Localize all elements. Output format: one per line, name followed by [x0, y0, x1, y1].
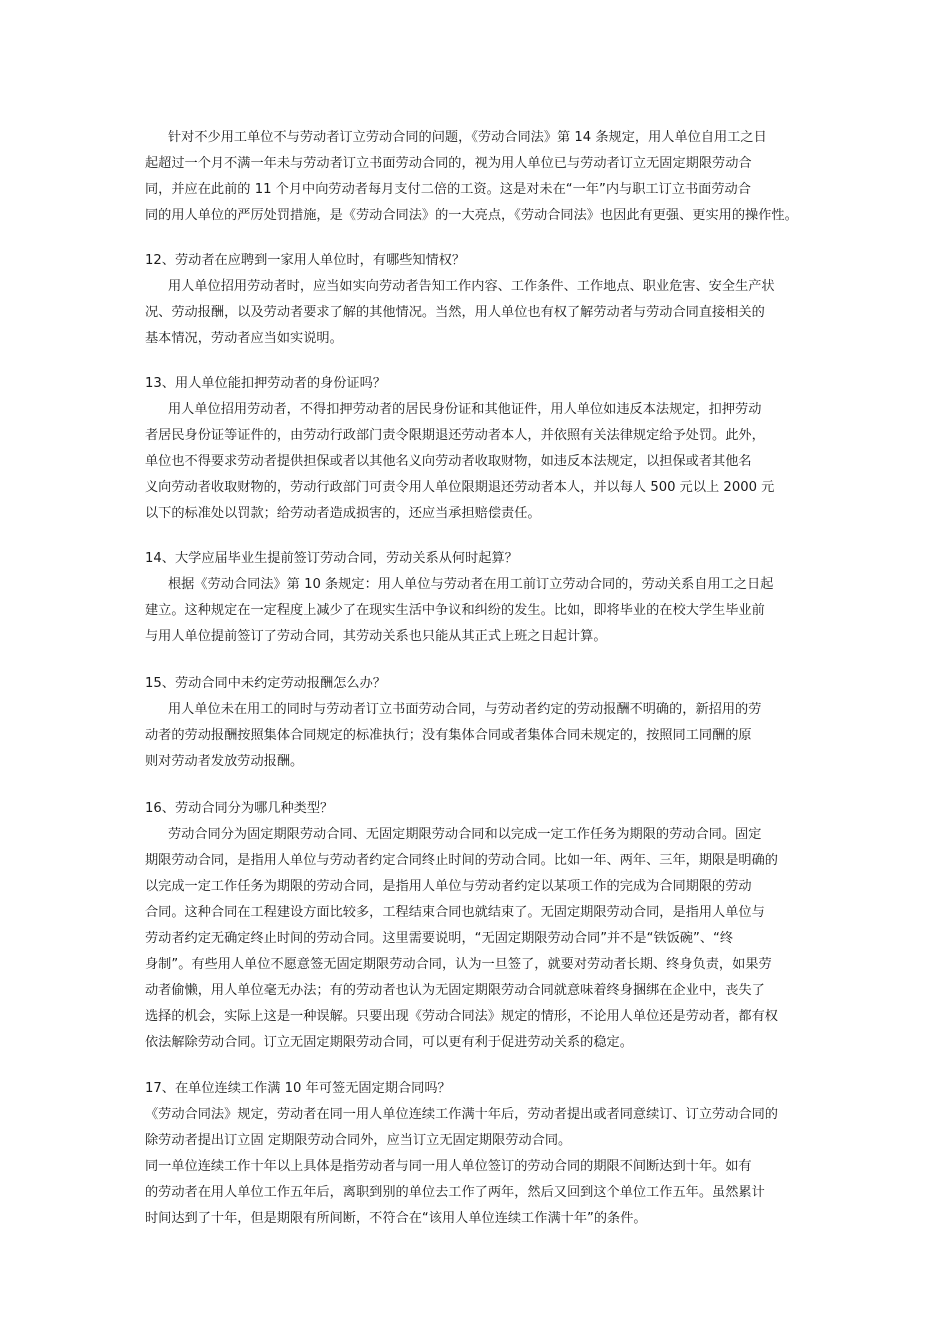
q13-answer-line: 以下的标准处以罚款；给劳动者造成损害的，还应当承担赔偿责任。	[145, 506, 541, 521]
q16-answer-line: 选择的机会，实际上这是一种误解。只要出现《劳动合同法》规定的情形，不论用人单位还是劳动者，都有权	[145, 1009, 778, 1024]
question-14-heading: 14、大学应届毕业生提前签订劳动合同，劳动关系从何时起算？	[145, 551, 518, 566]
question-16-heading: 16、劳动合同分为哪几种类型？	[145, 801, 334, 816]
q16-answer-line: 劳动者约定无确定终止时间的劳动合同。这里需要说明，“无固定期限劳动合同”并不是“铁饭碗”、“终	[145, 931, 734, 946]
intro-line: 起超过一个月不满一年未与劳动者订立书面劳动合同的，视为用人单位已与劳动者订立无固定期限劳动合	[145, 156, 752, 171]
q16-answer-line: 期限劳动合同，是指用人单位与劳动者约定合同终止时间的劳动合同。比如一年、两年、三年，期限是明确的	[145, 853, 778, 868]
q12-answer-line: 况、劳动报酬，以及劳动者要求了解的其他情况。当然，用人单位也有权了解劳动者与劳动合同直接相关的	[145, 305, 765, 320]
q16-answer-line: 身制”。有些用人单位不愿意签无固定期限劳动合同，认为一旦签了，就要对劳动者长期、终身负责，如果劳	[145, 957, 772, 972]
q17-answer-line: 《劳动合同法》规定，劳动者在同一用人单位连续工作满十年后，劳动者提出或者同意续订、订立劳动合同的	[145, 1107, 778, 1122]
q16-answer-line: 以完成一定工作任务为期限的劳动合同，是指用人单位与劳动者约定以某项工作的完成为合同期限的劳动	[145, 879, 752, 894]
question-12-heading: 12、劳动者在应聘到一家用人单位时，有哪些知情权？	[145, 253, 466, 268]
q12-answer-line: 基本情况，劳动者应当如实说明。	[145, 331, 343, 346]
q16-answer-line: 依法解除劳动合同。订立无固定期限劳动合同，可以更有利于促进劳动关系的稳定。	[145, 1035, 633, 1050]
q17-answer-line: 的劳动者在用人单位工作五年后，离职到别的单位去工作了两年，然后又回到这个单位工作五年。虽然累计	[145, 1185, 765, 1200]
intro-line: 同，并应在此前的 11 个月中向劳动者每月支付二倍的工资。这是对未在“一年”内与职工订立书面劳动合	[145, 182, 751, 197]
q13-answer-line: 单位也不得要求劳动者提供担保或者以其他名义向劳动者收取财物，如违反本法规定，以担保或者其他名	[145, 454, 752, 469]
q14-answer-line: 根据《劳动合同法》第 10 条规定：用人单位与劳动者在用工前订立劳动合同的，劳动关系自用工之日起	[168, 577, 774, 592]
q16-answer-line: 合同。这种合同在工程建设方面比较多，工程结束合同也就结束了。无固定期限劳动合同，是指用人单位与	[145, 905, 765, 920]
q13-answer-line: 用人单位招用劳动者，不得扣押劳动者的居民身份证和其他证件，用人单位如违反本法规定，扣押劳动	[168, 402, 762, 417]
q15-answer-line: 动者的劳动报酬按照集体合同规定的标准执行；没有集体合同或者集体合同未规定的，按照同工同酬的原	[145, 728, 752, 743]
intro-line: 同的用人单位的严厉处罚措施，是《劳动合同法》的一大亮点，《劳动合同法》也因此有更强、更实用的操作性。	[145, 208, 798, 223]
q15-answer-line: 用人单位未在用工的同时与劳动者订立书面劳动合同，与劳动者约定的劳动报酬不明确的，新招用的劳	[168, 702, 762, 717]
q13-answer-line: 者居民身份证等证件的，由劳动行政部门责令限期退还劳动者本人，并依照有关法律规定给予处罚。此外，	[145, 428, 765, 443]
q17-answer-line: 同一单位连续工作十年以上具体是指劳动者与同一用人单位签订的劳动合同的期限不间断达到十年。如有	[145, 1159, 752, 1174]
question-13-heading: 13、用人单位能扣押劳动者的身份证吗？	[145, 376, 386, 391]
q16-answer-line: 劳动合同分为固定期限劳动合同、无固定期限劳动合同和以完成一定工作任务为期限的劳动合同。固定	[168, 827, 762, 842]
q16-answer-line: 动者偷懒，用人单位毫无办法；有的劳动者也认为无固定期限劳动合同就意味着终身捆绑在企业中，丧失了	[145, 983, 765, 998]
question-15-heading: 15、劳动合同中未约定劳动报酬怎么办？	[145, 676, 386, 691]
q17-answer-line: 除劳动者提出订立固 定期限劳动合同外，应当订立无固定期限劳动合同。	[145, 1133, 572, 1148]
intro-line: 针对不少用工单位不与劳动者订立劳动合同的问题，《劳动合同法》第 14 条规定，用人单位自用工之日	[168, 130, 767, 145]
q17-answer-line: 时间达到了十年，但是期限有所间断，不符合在“该用人单位连续工作满十年”的条件。	[145, 1211, 647, 1226]
q15-answer-line: 则对劳动者发放劳动报酬。	[145, 754, 304, 769]
q14-answer-line: 建立。这种规定在一定程度上减少了在现实生活中争议和纠纷的发生。比如，即将毕业的在校大学生毕业前	[145, 603, 765, 618]
question-17-heading: 17、在单位连续工作满 10 年可签无固定期合同吗？	[145, 1081, 451, 1096]
q14-answer-line: 与用人单位提前签订了劳动合同，其劳动关系也只能从其正式上班之日起计算。	[145, 629, 607, 644]
q13-answer-line: 义向劳动者收取财物的，劳动行政部门可责令用人单位限期退还劳动者本人，并以每人 500 元以上 2000 元	[145, 480, 775, 495]
q12-answer-line: 用人单位招用劳动者时，应当如实向劳动者告知工作内容、工作条件、工作地点、职业危害、安全生产状	[168, 279, 775, 294]
